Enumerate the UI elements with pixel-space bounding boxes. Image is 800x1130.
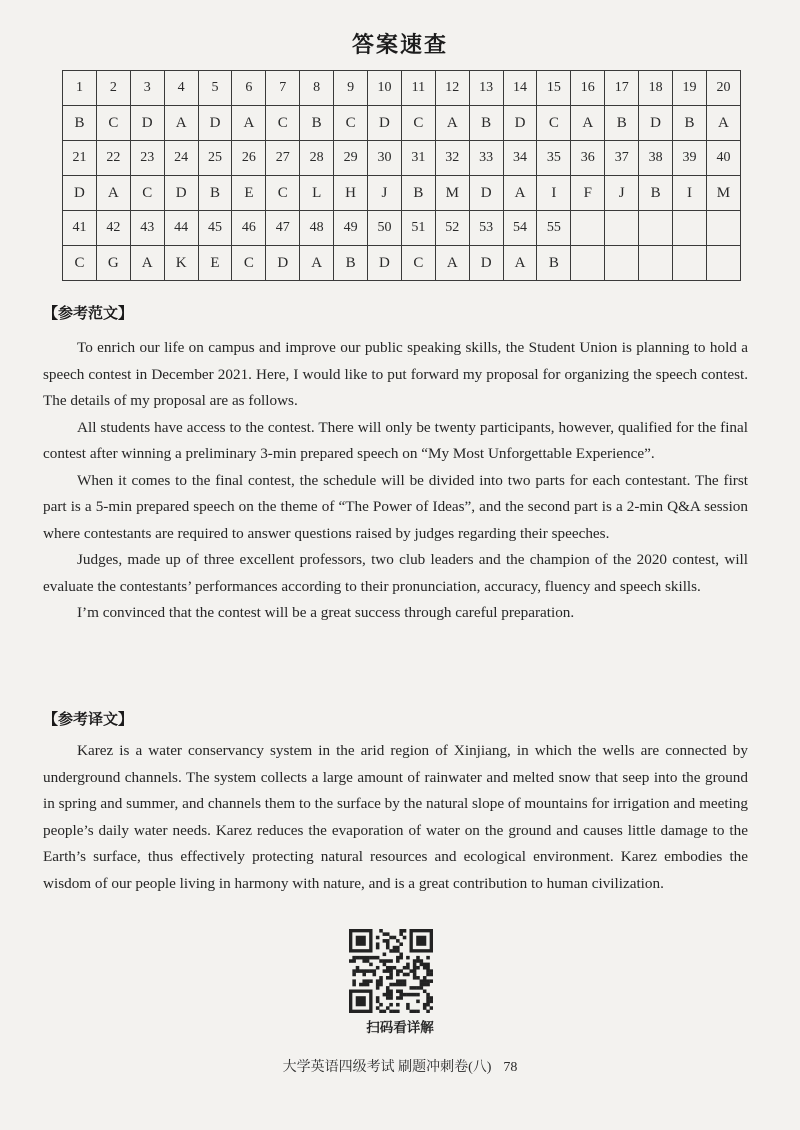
- question-number-cell: 36: [571, 141, 605, 176]
- essay-paragraph: When it comes to the final contest, the schedule will be divided into two parts for each contestant. The first part is a 5-min prepared speech on the theme of “The Power of Ideas”, and the second part is a 2-min Q&A session where contestants are required to answer questions raised by judges regarding their speeches.: [43, 471, 748, 542]
- question-number-cell: 28: [300, 141, 334, 176]
- question-number-cell: 34: [503, 141, 537, 176]
- answer-cell: G: [96, 246, 130, 281]
- question-number-cell: 48: [300, 211, 334, 246]
- answer-cell: C: [96, 106, 130, 141]
- answer-cell: [673, 246, 707, 281]
- question-number-cell: 42: [96, 211, 130, 246]
- question-number-cell: 27: [266, 141, 300, 176]
- qr-code-icon[interactable]: [349, 929, 433, 1013]
- answer-cell: A: [503, 176, 537, 211]
- model-translation-body: [43, 738, 748, 897]
- question-number-cell: 25: [198, 141, 232, 176]
- question-number-cell: 18: [639, 71, 673, 106]
- question-number-cell: 10: [368, 71, 402, 106]
- answer-cell: B: [334, 246, 368, 281]
- question-number-cell: 2: [96, 71, 130, 106]
- answer-cell: H: [334, 176, 368, 211]
- answer-cell: C: [266, 176, 300, 211]
- answer-cell: L: [300, 176, 334, 211]
- question-number-cell: 26: [232, 141, 266, 176]
- question-number-cell: 41: [63, 211, 97, 246]
- answer-cell: B: [401, 176, 435, 211]
- answer-cell: C: [334, 106, 368, 141]
- question-number-row: [63, 211, 741, 246]
- model-translation-heading: 【参考译文】: [43, 710, 134, 728]
- answer-row: [63, 246, 741, 281]
- question-number-cell: 1: [63, 71, 97, 106]
- answer-cell: A: [300, 246, 334, 281]
- answer-cell: A: [130, 246, 164, 281]
- essay-paragraph: To enrich our life on campus and improve our public speaking skills, the Student Union is planning to hold a speech contest in December 2021. Here, I would like to put forward my proposal for organizing the speech contest. The details of my proposal are as follows.: [43, 339, 748, 409]
- question-number-cell: [673, 211, 707, 246]
- question-number-cell: 3: [130, 71, 164, 106]
- question-number-cell: 54: [503, 211, 537, 246]
- answer-cell: [639, 246, 673, 281]
- question-number-cell: 29: [334, 141, 368, 176]
- answer-cell: A: [435, 106, 469, 141]
- qr-caption: 扫码看详解: [366, 1020, 434, 1036]
- answer-cell: D: [368, 246, 402, 281]
- answer-cell: E: [198, 246, 232, 281]
- translation-paragraph: Karez is a water conservancy system in the arid region of Xinjiang, in which the wells are connected by underground channels. The system collects a large amount of rainwater and melted snow that seep into the ground in spring and summer, and channels them to the surface by the natural slope of mountains for irrigation and meeting people’s daily water needs. Karez reduces the evaporation of water on the ground and causes little damage to the Earth’s surface, thus effectively protecting natural resources and ecological environment. Karez embodies the wisdom of our people living in harmony with nature, and is a great contribution to human civilization.: [43, 742, 748, 892]
- question-number-cell: 4: [164, 71, 198, 106]
- answer-cell: A: [503, 246, 537, 281]
- question-number-cell: 40: [706, 141, 740, 176]
- answer-cell: B: [198, 176, 232, 211]
- question-number-cell: 51: [401, 211, 435, 246]
- question-number-cell: 5: [198, 71, 232, 106]
- answer-row: [63, 176, 741, 211]
- question-number-cell: 30: [368, 141, 402, 176]
- question-number-cell: 35: [537, 141, 571, 176]
- question-number-cell: 16: [571, 71, 605, 106]
- answer-cell: D: [503, 106, 537, 141]
- answer-cell: B: [673, 106, 707, 141]
- question-number-cell: 22: [96, 141, 130, 176]
- question-number-cell: [639, 211, 673, 246]
- answer-cell: M: [706, 176, 740, 211]
- question-number-cell: 43: [130, 211, 164, 246]
- answer-cell: A: [96, 176, 130, 211]
- answer-cell: D: [266, 246, 300, 281]
- answer-cell: J: [368, 176, 402, 211]
- question-number-cell: 44: [164, 211, 198, 246]
- answer-cell: [605, 246, 639, 281]
- question-number-cell: [706, 211, 740, 246]
- answer-cell: A: [232, 106, 266, 141]
- question-number-cell: 23: [130, 141, 164, 176]
- answer-cell: [571, 246, 605, 281]
- question-number-cell: [605, 211, 639, 246]
- question-number-cell: 33: [469, 141, 503, 176]
- question-number-cell: 8: [300, 71, 334, 106]
- question-number-cell: 13: [469, 71, 503, 106]
- question-number-cell: 52: [435, 211, 469, 246]
- question-number-cell: 38: [639, 141, 673, 176]
- question-number-cell: [571, 211, 605, 246]
- question-number-cell: 14: [503, 71, 537, 106]
- question-number-cell: 15: [537, 71, 571, 106]
- question-number-row: [63, 141, 741, 176]
- question-number-cell: 24: [164, 141, 198, 176]
- essay-paragraph: I’m convinced that the contest will be a great success through careful preparation.: [77, 604, 575, 621]
- answer-cell: C: [63, 246, 97, 281]
- question-number-cell: 55: [537, 211, 571, 246]
- answer-cell: C: [232, 246, 266, 281]
- answer-cell: D: [469, 246, 503, 281]
- answer-table: [62, 70, 741, 281]
- answer-cell: A: [706, 106, 740, 141]
- answer-cell: B: [63, 106, 97, 141]
- answer-cell: D: [63, 176, 97, 211]
- answer-cell: I: [673, 176, 707, 211]
- question-number-cell: 7: [266, 71, 300, 106]
- essay-paragraph: Judges, made up of three excellent professors, two club leaders and the champion of the 2020 contest, will evaluate the contestants’ performances according to their pronunciation, accuracy, fluency and speech skills.: [43, 551, 748, 595]
- question-number-cell: 21: [63, 141, 97, 176]
- answer-cell: E: [232, 176, 266, 211]
- answer-cell: D: [130, 106, 164, 141]
- question-number-cell: 47: [266, 211, 300, 246]
- footer-title: 大学英语四级考试 刷题冲刺卷(八): [282, 1060, 492, 1075]
- question-number-cell: 49: [334, 211, 368, 246]
- answer-cell: K: [164, 246, 198, 281]
- question-number-cell: 19: [673, 71, 707, 106]
- question-number-row: [63, 71, 741, 106]
- question-number-cell: 37: [605, 141, 639, 176]
- question-number-cell: 53: [469, 211, 503, 246]
- answer-cell: C: [401, 246, 435, 281]
- model-essay-heading: 【参考范文】: [43, 304, 134, 322]
- essay-paragraph: All students have access to the contest. There will only be twenty participants, however, qualified for the final contest after winning a preliminary 3-min prepared speech on “My Most Unforgettable Experience”.: [43, 418, 748, 462]
- question-number-cell: 45: [198, 211, 232, 246]
- question-number-cell: 39: [673, 141, 707, 176]
- answer-cell: C: [130, 176, 164, 211]
- answer-cell: M: [435, 176, 469, 211]
- answer-cell: D: [639, 106, 673, 141]
- answer-cell: D: [164, 176, 198, 211]
- question-number-cell: 11: [401, 71, 435, 106]
- answer-cell: C: [401, 106, 435, 141]
- answer-cell: B: [300, 106, 334, 141]
- answer-cell: J: [605, 176, 639, 211]
- model-essay-body: [43, 335, 748, 627]
- page-number: 78: [503, 1060, 518, 1075]
- answer-cell: F: [571, 176, 605, 211]
- question-number-cell: 31: [401, 141, 435, 176]
- answer-cell: D: [469, 176, 503, 211]
- answer-cell: C: [266, 106, 300, 141]
- question-number-cell: 20: [706, 71, 740, 106]
- question-number-cell: 46: [232, 211, 266, 246]
- answer-cell: B: [605, 106, 639, 141]
- answer-row: [63, 106, 741, 141]
- answer-cell: D: [368, 106, 402, 141]
- question-number-cell: 17: [605, 71, 639, 106]
- answer-cell: I: [537, 176, 571, 211]
- question-number-cell: 6: [232, 71, 266, 106]
- answer-cell: B: [537, 246, 571, 281]
- answer-cell: B: [639, 176, 673, 211]
- question-number-cell: 50: [368, 211, 402, 246]
- question-number-cell: 9: [334, 71, 368, 106]
- answer-cell: A: [435, 246, 469, 281]
- answer-cell: A: [164, 106, 198, 141]
- answer-cell: A: [571, 106, 605, 141]
- question-number-cell: 12: [435, 71, 469, 106]
- answer-cell: D: [198, 106, 232, 141]
- answer-cell: [706, 246, 740, 281]
- answer-cell: C: [537, 106, 571, 141]
- question-number-cell: 32: [435, 141, 469, 176]
- page-footer: [0, 1056, 800, 1076]
- page-title: 答案速查: [351, 33, 448, 58]
- answer-cell: B: [469, 106, 503, 141]
